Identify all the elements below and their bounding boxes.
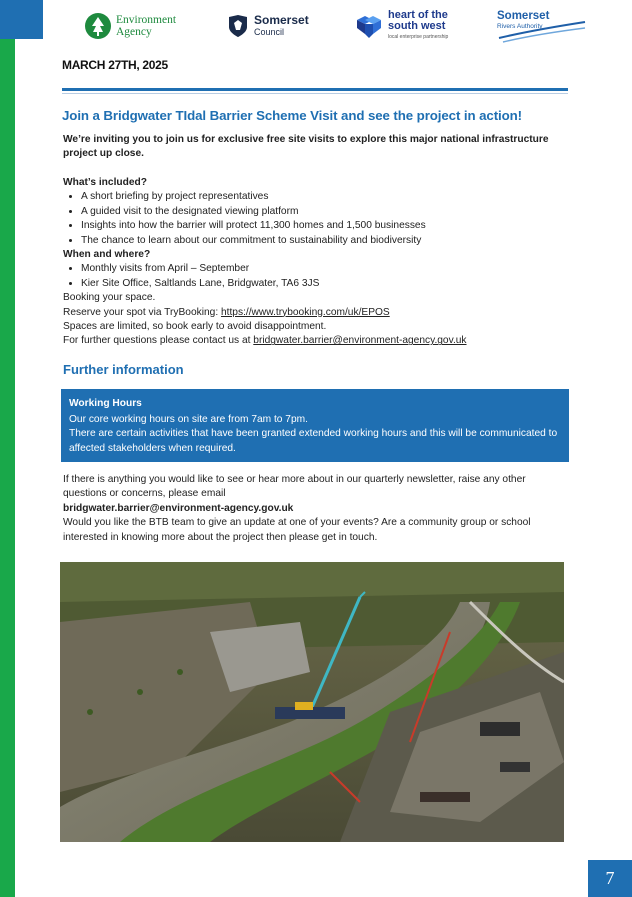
ea-wordmark <box>116 14 176 38</box>
when-where-list <box>63 262 568 291</box>
contact-email: bridgwater.barrier@environment-agency.gov.uk <box>63 502 294 514</box>
ea-line1: Environment <box>116 14 177 26</box>
intro-paragraph: We’re inviting you to join us for exclusive free site visits to explore this major national infrastructure project up close. <box>63 134 549 160</box>
sc-line1: Somerset <box>254 13 309 27</box>
spaces-limited-line: Spaces are limited, so book early to avoid disappointment. <box>63 321 327 333</box>
partner-logos <box>80 6 600 48</box>
heart-of-south-west-logo <box>353 6 448 46</box>
somerset-council-logo <box>226 6 309 46</box>
hsw-line2: south west <box>388 19 446 32</box>
reserve-prefix: Reserve your spot via TryBooking: <box>63 306 221 318</box>
included-list <box>63 190 568 248</box>
aerial-site-photo <box>60 562 564 842</box>
working-hours-title: Working Hours <box>69 398 142 409</box>
side-accent-bar <box>0 39 15 897</box>
contact-prefix: For further questions please contact us at <box>63 335 254 347</box>
heart-cubes-icon <box>353 12 385 40</box>
ea-emblem-icon <box>84 12 112 40</box>
working-hours-box <box>61 389 569 462</box>
section-heading-site-visit: Join a Bridgwater TIdal Barrier Scheme Visit and see the project in action! <box>62 108 522 123</box>
hsw-line1: heart of the <box>388 8 448 21</box>
river-wave-icon <box>493 6 589 46</box>
corner-accent <box>0 0 43 39</box>
reserve-line <box>63 306 568 320</box>
list-item: • The chance to learn about our commitment to sustainability and biodiversity <box>81 234 568 248</box>
update-request-line: Would you like the BTB team to give an update at one of your events? Are a community group or school interested in knowing more about the project then please get in touch. <box>63 517 531 543</box>
section-heading-further-info: Further information <box>63 362 184 377</box>
booking-line: Booking your space. <box>63 292 156 304</box>
sra-line2: Rivers Authority <box>497 23 543 30</box>
trybooking-link[interactable]: https://www.trybooking.com/uk/EPOS <box>220 306 390 318</box>
contact-email-link[interactable]: bridgwater.barrier@environment-agency.gov.uk <box>253 335 467 347</box>
somerset-rivers-authority-logo <box>493 6 589 46</box>
list-item: • Insights into how the barrier will protect 11,300 homes and 1,500 businesses <box>81 219 568 233</box>
working-hours-line2: There are certain activities that have been granted extended working hours and this will be communicated to affected stakeholders when required. <box>69 428 558 454</box>
list-item: • A short briefing by project representatives <box>81 190 568 204</box>
page-number: 7 <box>588 860 632 897</box>
environment-agency-logo <box>84 6 176 46</box>
wyvern-icon <box>226 13 250 39</box>
issue-date: MARCH 27TH, 2025 <box>62 58 168 72</box>
working-hours-body <box>69 413 565 456</box>
sra-line1: Somerset <box>497 10 550 22</box>
working-hours-line1: Our core working hours on site are from 7am to 7pm. <box>69 414 308 425</box>
contact-paragraph <box>63 473 568 545</box>
visit-details <box>63 176 568 349</box>
sc-wordmark <box>254 14 309 38</box>
list-item: • Monthly visits from April – September <box>81 262 568 276</box>
contact-line <box>63 334 568 348</box>
hsw-tagline: local enterprise partnership <box>388 33 449 40</box>
heading-divider <box>62 88 568 91</box>
construction-site-image <box>60 562 564 842</box>
sc-line2: Council <box>254 27 285 37</box>
hsw-wordmark <box>388 10 448 43</box>
list-item: • A guided visit to the designated viewing platform <box>81 205 568 219</box>
when-where-label: When and where? <box>63 249 151 261</box>
included-label: What’s included? <box>63 177 147 188</box>
heading-divider-light <box>62 93 568 94</box>
list-item: • Kier Site Office, Saltlands Lane, Bridgwater, TA6 3JS <box>81 277 568 291</box>
ea-line2: Agency <box>116 26 152 38</box>
newsletter-line: If there is anything you would like to see or hear more about in our quarterly newsletter, raise any other questions or concerns, please email <box>63 474 526 500</box>
